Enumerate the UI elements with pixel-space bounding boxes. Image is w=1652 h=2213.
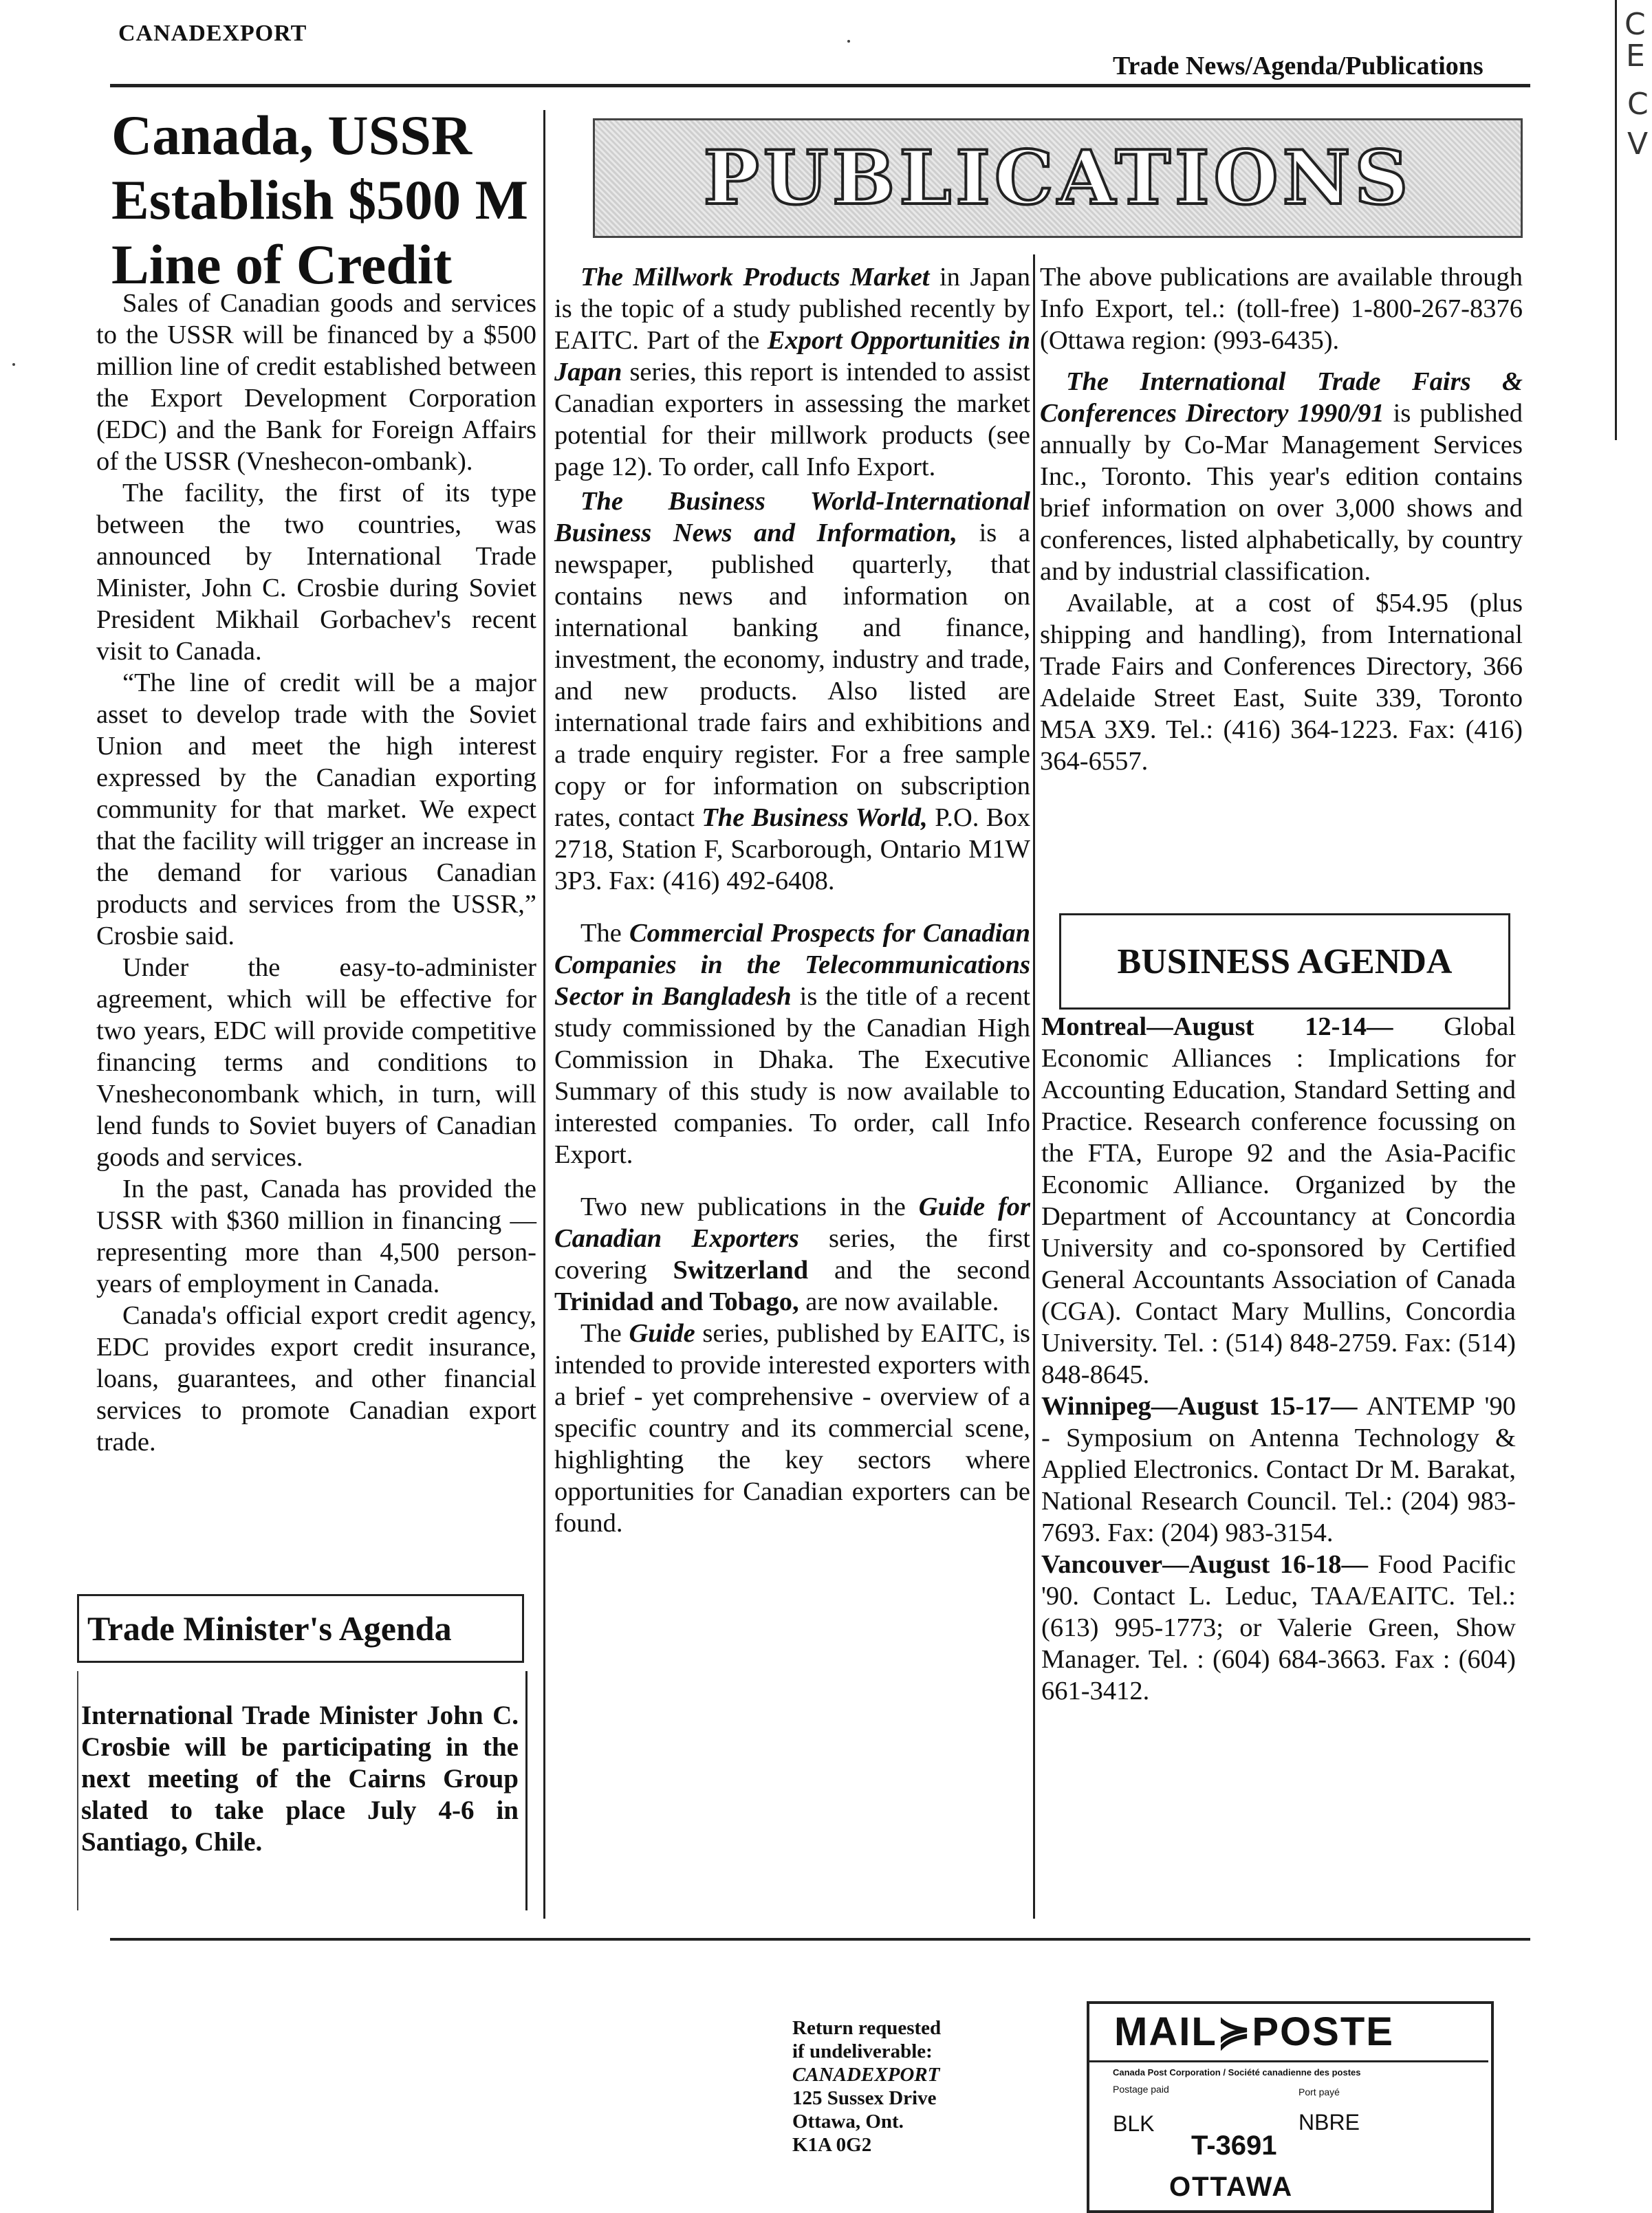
publications-column-2 xyxy=(1040,261,1523,777)
agenda-entry xyxy=(1041,1011,1516,1391)
publication-title: The International Trade Fairs & Conferences Directory 1990/91 xyxy=(1040,367,1523,428)
publication-text: P.O. Box 2718, Station F, Scarborough, Ontario M1W 3P3. Fax: (416) 492-6408. xyxy=(554,803,1030,895)
stamp-corporation: Canada Post Corporation / Société canadienne des postes xyxy=(1113,2067,1361,2078)
article-paragraph: Canada's official export credit agency, EDC provides export credit insurance, loans, guarantees, and other financial services to promote Canadian export trade. xyxy=(96,1301,536,1457)
publication-text: The xyxy=(580,919,629,948)
speck xyxy=(12,363,15,366)
article-body xyxy=(96,287,536,1458)
return-brand: CANADEXPORT xyxy=(792,2064,940,2086)
article-paragraph: Sales of Canadian goods and services to the USSR will be financed by a $500 million line of credit established between the Export Development Corporation (EDC) and the Bank for Foreign Affairs of the USSR (Vneshecon-ombank). xyxy=(96,289,536,476)
return-city: Ottawa, Ont. xyxy=(792,2111,904,2133)
agenda-details: Global Economic Alliances : Implications for Accounting Education, Standard Setting and Practice. Research conference focussing on the FTA, Europe 92 and the Asia-Pacific Economic Alliance. Organized by the Department of Accountancy at Concordia University and co-sponsored by Certified General Accountants Association of Canada (CGA). Contact Mary Mullins, Concordia University. Tel. : (514) 848-2759. Fax: (514) 848-8645. xyxy=(1041,1012,1517,1389)
edge-char: E xyxy=(1626,39,1645,74)
mail-poste-logo: MAIL≽POSTE xyxy=(1114,2009,1394,2054)
stamp-postage-paid: Postage paid xyxy=(1113,2084,1169,2095)
publication-text: and the second xyxy=(808,1256,1030,1285)
publication-text: series, this report is intended to assist Canadian exporters in assessing the market potential for their millwork products (see page 12). To order, call Info Export. xyxy=(554,358,1030,481)
agenda-entry xyxy=(1041,1391,1516,1549)
series-title: Export Opportunities in Japan xyxy=(554,326,1030,386)
stamp-number: T-3691 xyxy=(1191,2130,1277,2161)
stamp-blk: BLK xyxy=(1113,2111,1155,2136)
agenda-text-part: International Trade Minister John C. Crosbie will be participating in the next meeting of the xyxy=(81,1701,519,1794)
business-agenda-list xyxy=(1041,1011,1516,1707)
publication-title: The Business World-International Business News and Information, xyxy=(554,487,1030,547)
agenda-details: ANTEMP '90 - Symposium on Antenna Technology & Applied Electronics. Contact Dr M. Barakat, National Research Council. Tel.: (204) 983-7693. Fax: (204) 983-3154. xyxy=(1041,1392,1516,1547)
return-street: 125 Sussex Drive xyxy=(792,2087,937,2109)
publication-business-world xyxy=(554,486,1030,897)
stamp-port-paye: Port payé xyxy=(1298,2086,1340,2097)
edge-char: V xyxy=(1627,127,1649,162)
publication-text: series, published by EAITC, is intended to provide interested exporters with a brief - yet comprehensive - overview of a specific country and its commercial scene, highlighting the key sectors where opportunities for Canadian exporters can be found. xyxy=(554,1319,1030,1538)
contact-title: The Business World, xyxy=(702,803,928,832)
return-postal: K1A 0G2 xyxy=(792,2134,872,2156)
return-label: Return requested xyxy=(792,2017,942,2039)
publications-banner-text: PUBLICATIONS xyxy=(703,135,1413,221)
business-agenda-title: BUSINESS AGENDA xyxy=(1059,913,1510,1010)
publication-title: The Millwork Products Market xyxy=(580,263,930,292)
column-divider-1 xyxy=(543,110,545,1919)
publication-text: is the title of a recent study commissioned by the Canadian High Commission in Dhaka. The Executive Summary of this study is now available to interested companies. To order, call Info Export. xyxy=(554,982,1030,1169)
publication-directory xyxy=(1040,366,1523,587)
stamp-rule xyxy=(1087,2060,1488,2062)
series-title: Guide for Canadian Exporters xyxy=(554,1192,1030,1253)
publication-bangladesh xyxy=(554,917,1030,1170)
publications-banner xyxy=(593,118,1523,238)
section-title: Trade News/Agenda/Publications xyxy=(1113,52,1483,80)
article-paragraph: In the past, Canada has provided the USSR with $360 million in financing —representing more than 4,500 person-years of employment in Canada. xyxy=(96,1175,536,1298)
cairns-group: Cairns Group xyxy=(348,1764,519,1794)
publication-text: The xyxy=(580,1319,629,1348)
return-address xyxy=(792,2016,1040,2157)
bottom-rule xyxy=(110,1938,1530,1941)
column-divider-2 xyxy=(1033,254,1035,1919)
return-label: if undeliverable: xyxy=(792,2040,933,2062)
publication-text: Two new publications in the xyxy=(580,1192,919,1221)
publication-text: is a newspaper, published quarterly, that contains news and information on international banking and finance, investment, the economy, industry and trade, and new products. Also listed are international trade fairs and exhibitions and a trade enquiry register. For a free sample copy or for information on subscription rates, contact xyxy=(554,519,1030,832)
publication-text: series, the first covering xyxy=(554,1224,1030,1285)
publication-millwork xyxy=(554,261,1030,483)
top-rule xyxy=(110,84,1530,87)
edge-divider xyxy=(1615,0,1617,440)
agenda-city-date: Montreal—August 12-14— xyxy=(1041,1012,1393,1041)
agenda-city-date: Vancouver—August 16-18— xyxy=(1041,1550,1369,1579)
publication-text: are now available. xyxy=(798,1287,999,1316)
agenda-entry xyxy=(1041,1549,1516,1707)
country-name: Switzerland xyxy=(673,1256,809,1285)
publication-availability: The above publications are available through Info Export, tel.: (toll-free) 1-800-267-8376 (Ottawa region: (993-6435). xyxy=(1040,263,1523,355)
publication-title: Commercial Prospects for Canadian Companies in the Telecommunications Sector in Bangladesh xyxy=(554,919,1031,1011)
stamp-city: OTTAWA xyxy=(1169,2172,1294,2202)
publication-guides xyxy=(554,1191,1030,1318)
speck xyxy=(847,40,850,43)
agenda-details: Food Pacific '90. Contact L. Leduc, TAA/EAITC. Tel.: (613) 995-1773; or Valerie Green, Show Manager. Tel. : (604) 684-3663. Fax : (604) 661-3412. xyxy=(1041,1550,1517,1705)
edge-char: C xyxy=(1627,87,1649,122)
publication-guide-series xyxy=(554,1318,1030,1539)
series-title: Guide xyxy=(629,1319,695,1348)
publications-column-1 xyxy=(554,261,1030,1539)
trade-minister-agenda-title: Trade Minister's Agenda xyxy=(77,1594,524,1663)
trade-minister-agenda-text xyxy=(81,1700,519,1858)
stamp-nbre: NBRE xyxy=(1298,2110,1360,2135)
article-paragraph: Under the easy-to-administer agreement, which will be effective for two years, EDC will provide competitive financing terms and conditions to Vnesheconombank which, in turn, will lend funds to Soviet buyers of Canadian goods and services. xyxy=(96,953,536,1172)
article-paragraph: “The line of credit will be a major asset to develop trade with the Soviet Union and meet the high interest expressed by the Canadian exporting community for that market. We expect that the facility will trigger an increase in the demand for various Canadian products and services from the USSR,” Crosbie said. xyxy=(96,668,536,950)
publication-text: in Japan is the topic of a study published recently by EAITC. Part of the xyxy=(554,263,1031,355)
publication-text: is published annually by Co-Mar Management Services Inc., Toronto. This year's edition contains brief information on over 3,000 shows and conferences, listed alphabetically, by country and by industrial classification. xyxy=(1040,399,1523,586)
publication-name: CANADEXPORT xyxy=(118,21,307,46)
agenda-text-part: slated to take place July 4-6 in Santiago, Chile. xyxy=(81,1796,519,1857)
edge-char: C xyxy=(1624,7,1646,42)
article-paragraph: The facility, the first of its type between the two countries, was announced by International Trade Minister, John C. Crosbie during Soviet President Mikhail Gorbachev's recent visit to Canada. xyxy=(96,479,536,666)
publication-directory-order: Available, at a cost of $54.95 (plus shipping and handling), from International Trade Fairs and Conferences Directory, 366 Adelaide Street East, Suite 339, Toronto M5A 3X9. Tel.: (416) 364-1223. Fax: (416) 364-6557. xyxy=(1040,589,1523,776)
country-name: Trinidad and Tobago, xyxy=(554,1287,799,1316)
article-headline: Canada, USSR Establish $500 M Line of Credit xyxy=(111,104,528,296)
agenda-city-date: Winnipeg—August 15-17— xyxy=(1041,1392,1358,1421)
